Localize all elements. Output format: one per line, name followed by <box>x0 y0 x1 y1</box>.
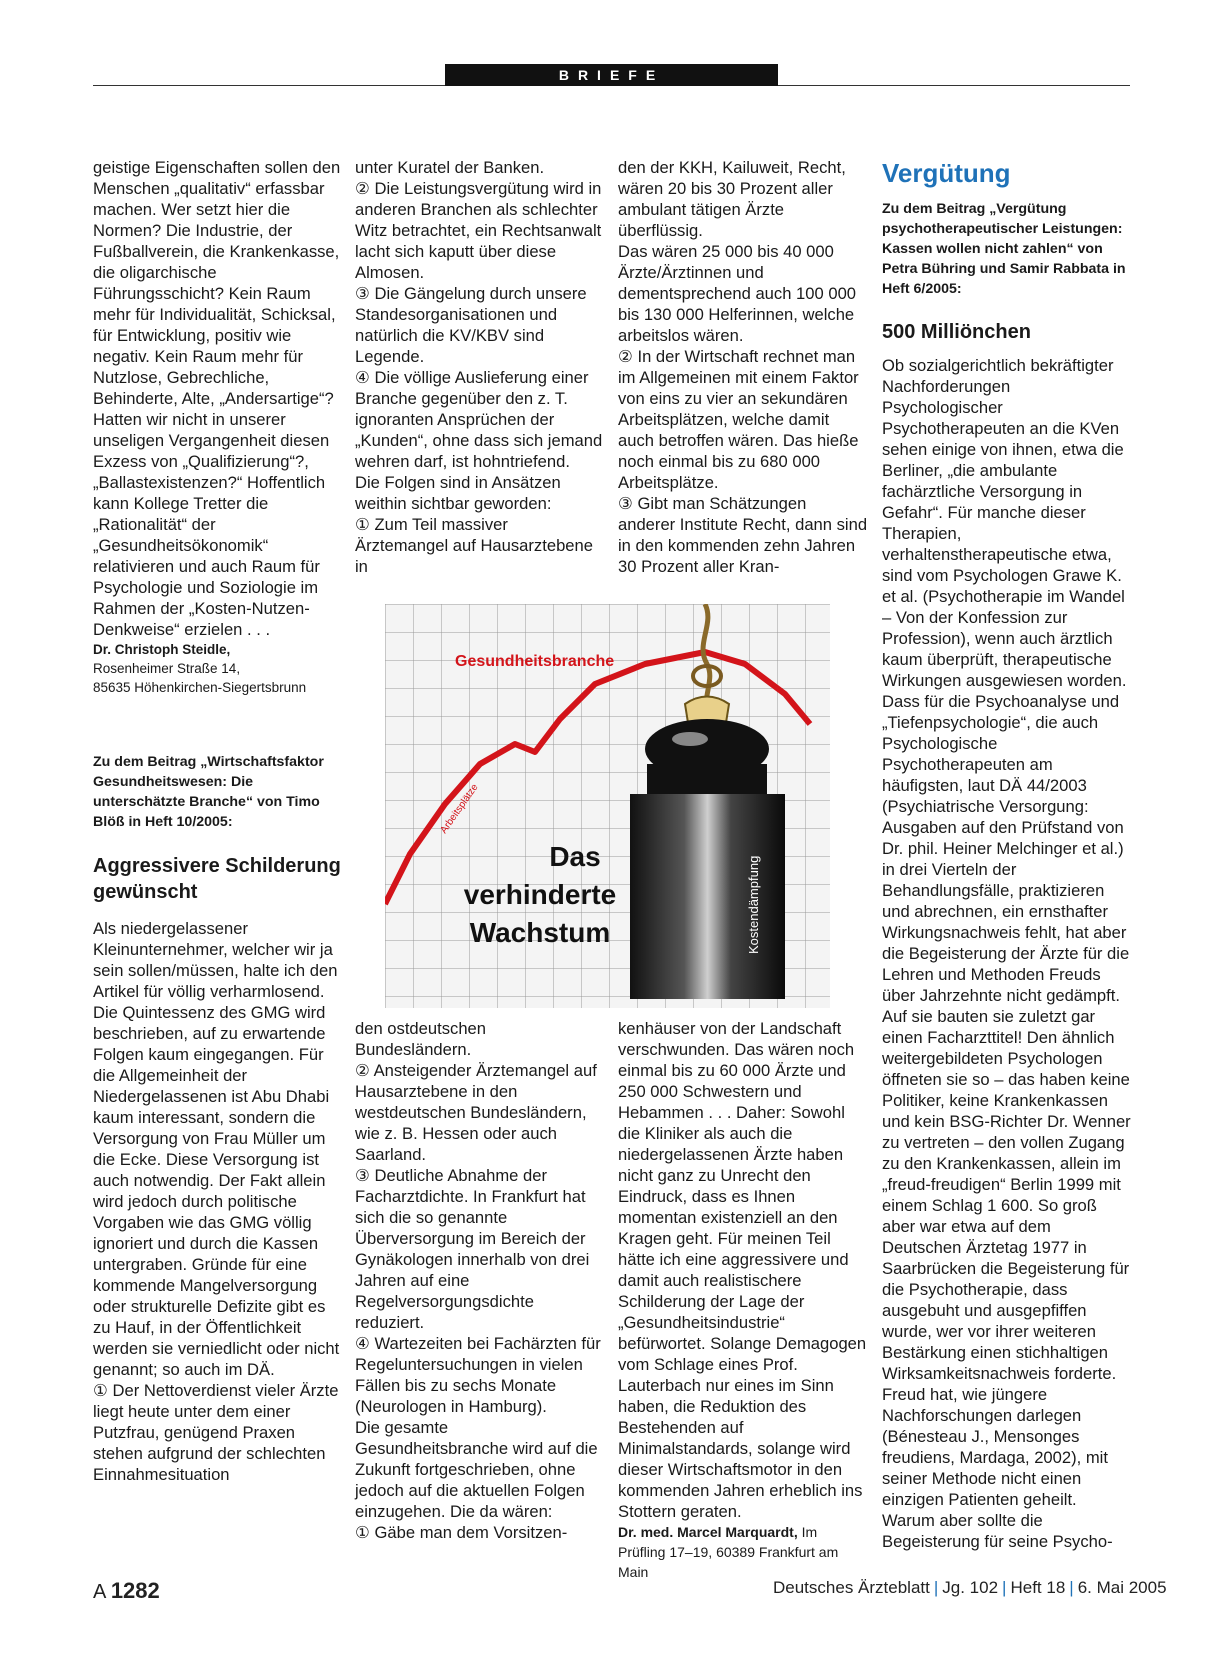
weight-highlight <box>672 732 708 746</box>
paragraph: ④ Die völlige Auslieferung einer Branche gegenüber den z. T. ignoranten Ansprüchen der „Kunden“, ohne dass sich jemand wehren darf, ist hohntriefend. <box>355 368 603 471</box>
paragraph: ① Zum Teil massiver Ärztemangel auf Hausarztebene in <box>355 515 593 576</box>
column-1-top <box>93 157 345 697</box>
letter-text: geistige Eigenschaften sollen den Menschen „qualitativ“ erfassbar machen. Wer setzt hier die Normen? Die Industrie, der Fußballverein, die Krankenkasse, die oligarchische Führungsschicht? Kein Raum mehr für Individualität, Schicksal, für Entwicklung, positiv wie negativ. Kein Raum mehr für Nutzlose, Gebrechliche, Behinderte, Alte, „Andersartige“? Hatten wir nicht in unserer unseligen Vergangenheit diesen Exzess von „Qualifizierung“?, „Ballastexistenzen?“ Hoffentlich kann Kollege Tretter die „Rationalität“ der „Gesundheitsökonomik“ relativieren und auch Raum für Psychologie und Soziologie im Rahmen der „Kosten-Nutzen-Denkweise“ erzielen . . . <box>93 158 341 639</box>
column-2-top <box>355 157 605 577</box>
paragraph: Das wären 25 000 bis 40 000 Ärzte/Ärztinnen und dementsprechend auch 100 000 bis 130 000 Helferinnen, welche arbeitslos wären. <box>618 242 857 345</box>
column-3-bottom <box>618 1018 868 1582</box>
paragraph: ③ Gibt man Schätzungen anderer Institute Recht, dann sind in den kommenden zehn Jahren 30 Prozent aller Kran- <box>618 494 868 576</box>
caption-line: verhinderte <box>463 879 617 910</box>
signature-address: 85635 Höhenkirchen-Siegertsbrunn <box>93 680 307 695</box>
letter-headline: 500 Milliönchen <box>882 321 1031 343</box>
signature-name: Dr. Christoph Steidle, <box>93 642 231 657</box>
section-title: Vergütung <box>882 158 1011 188</box>
weight-cap <box>647 764 767 794</box>
column-3-top <box>618 157 868 577</box>
label-arrow: Arbeitsplätze <box>438 782 481 836</box>
column-1-bottom <box>93 752 345 1485</box>
journal-name: Deutsches Ärzteblatt <box>773 1578 930 1597</box>
paragraph: Die Folgen sind in Ansätzen weithin sichtbar geworden: <box>355 473 561 513</box>
letter-point: ① Der Nettoverdienst vieler Ärzte liegt heute unter dem einer Putzfrau, genügend Praxen stehen aufgrund der schlechten Einnahmesituation <box>93 1381 339 1484</box>
page-number-value: 1282 <box>110 1578 160 1603</box>
page-number <box>93 1578 160 1604</box>
label-weight: Kostendämpfung <box>746 855 761 954</box>
letter-body: Ob sozialgerichtlich bekräftigter Nachforderungen Psychologischer Psychotherapeuten an die KVen sehen einige von ihnen, etwa die Berliner, „die ambulante fachärztliche Versorgung in Gefahr“. Für manche dieser Therapien, verhaltenstherapeutische etwa, sind vom Psychologen Grawe K. et al. (Psychotherapie im Wandel – Von der Konfession zur Profession), wenn auch ärztlich kaum überprüft, therapeutische Wirkungen ausgewiesen worden. Dass für die Psychoanalyse und „Tiefenpsychologie“, die auch Psychologische Psychotherapeuten am häufigsten, laut DÄ 44/2003 (Psychiatrische Versorgung: Ausgaben auf den Prüfstand von Dr. phil. Heiner Melchinger et al.) in drei Vierteln der Behandlungsfälle, praktizieren und abrechnen, ein ernsthafter Wirkungsnachweis fehlt, hat aber die Begeisterung der Ärzte für die Lehren und Methoden Freuds über Jahrzehnte nicht gedämpft. Auf sie bauten sie zuletzt gar einen Facharzttitel! Den ähnlich weitergebildeten Psychologen öffneten sie so – das haben keine Politiker, keine Krankenkassen und kein BSG-Richter Dr. Wenner zu vertreten – den vollen Zugang zu den Krankenkassen, allein im „freud-freudigen“ Berlin 1999 mit einem Schlag 1 600. So groß aber war etwa auf dem Deutschen Ärztetag 1977 in Saarbrücken die Begeisterung für die Psychotherapie, dass ausgebuht und ausgepfiffen wurde, wer vor ihrer weiteren Bestärkung einen stichhaltigen Wirksamkeitsnachweis forderte. Freud hat, wie jüngere Nachforschungen darlegen (Bénesteau J., Mensonges freudiens, Mardaga, 2002), mit seiner Methode nicht einen einzigen Patienten geheilt. Warum aber sollte die Begeisterung für seine Psycho- <box>882 356 1131 1551</box>
paragraph: den der KKH, Kailuweit, Recht, wären 20 bis 30 Prozent aller ambulant tätigen Ärzte überflüssig. <box>618 158 846 240</box>
paragraph: ④ Wartezeiten bei Fachärzten für Regeluntersuchungen in vielen Fällen bis zu sechs Monate (Neurologen in Hamburg). <box>355 1334 601 1416</box>
paragraph: unter Kuratel der Banken. <box>355 158 545 177</box>
journal-date: 6. Mai 2005 <box>1077 1578 1167 1597</box>
paragraph: ③ Die Gängelung durch unsere Standesorganisationen und natürlich die KV/KBV sind Legende. <box>355 284 587 366</box>
column-2-bottom <box>355 1018 605 1543</box>
caption-line: Das <box>549 841 601 872</box>
column-4 <box>882 157 1132 1552</box>
label-top: Gesundheitsbranche <box>455 653 615 670</box>
paragraph: ① Gäbe man dem Vorsitzen- <box>355 1523 568 1542</box>
letter-body: Als niedergelassener Kleinunternehmer, welcher wir ja sein sollen/müssen, halte ich den Artikel für völlig verharmlosend. Die Quintessenz des GMG wird beschrieben, auf zu erwartende Folgen kaum eingegangen. Für die Allgemeinheit der Niedergelassenen ist Abu Dhabi kaum interessant, sondern die Versorgung von Frau Müller um die Ecke. Diese Versorgung ist auch notwendig. Der Fakt allein wird jedoch durch politische Vorgaben wie das GMG völlig ignoriert und durch die Kassen untergraben. Gründe für eine kommende Mangelversorgung oder strukturelle Defizite gibt es zu Hauf, in der Öffentlichkeit werden sie verniedlicht oder nicht genannt; so auch im DÄ. <box>93 919 340 1379</box>
caption-line: Wachstum <box>469 917 611 948</box>
page-prefix: A <box>93 1581 106 1603</box>
letter-headline: Aggressivere Schilderung gewünscht <box>93 855 341 903</box>
paragraph: den ostdeutschen Bundesländern. <box>355 1019 487 1059</box>
weight-body <box>630 794 785 999</box>
paragraph: ② Die Leistungsvergütung wird in anderen Branchen als schlechter Witz betrachtet, ein Rechtsanwalt lacht sich kaputt über diese Almosen. <box>355 179 602 282</box>
article-reference: Zu dem Beitrag „Wirtschaftsfaktor Gesundheitswesen: Die unterschätzte Branche“ von Timo Blöß in Heft 10/2005: <box>93 754 324 830</box>
growth-illustration <box>385 604 830 1008</box>
paragraph: ② Ansteigender Ärztemangel auf Hausarztebene in den westdeutschen Bundesländern, wie z. B. Hessen oder auch Saarland. <box>355 1061 597 1164</box>
paragraph: ② In der Wirtschaft rechnet man im Allgemeinen mit einem Faktor von eins zu vier an sekundären Arbeitsplätzen, welche damit auch betroffen wären. Das hieße noch einmal bis zu 680 000 Arbeitsplätze. <box>618 347 859 492</box>
journal-issue: Heft 18 <box>1010 1578 1066 1597</box>
journal-footer: Deutsches Ärzteblatt | Jg. 102 | Heft 18 | 6. Mai 2005 <box>773 1578 1167 1597</box>
paragraph: ③ Deutliche Abnahme der Facharztdichte. In Frankfurt hat sich die so genannte Überversorgung im Bereich der Gynäkologen innerhalb von drei Jahren auf eine Regelversorgungsdichte reduziert. <box>355 1166 590 1332</box>
signature-address: Rosenheimer Straße 14, <box>93 661 241 676</box>
signature-address: Im Prüfling 17–19, 60389 Frankfurt am Main <box>618 1524 839 1580</box>
signature-name: Dr. med. Marcel Marquardt, <box>618 1524 798 1540</box>
illustration <box>385 604 830 1008</box>
section-header: BRIEFE <box>445 64 778 86</box>
journal-volume: Jg. 102 <box>942 1578 999 1597</box>
article-reference: Zu dem Beitrag „Vergütung psychotherapeutischer Leistungen: Kassen wollen nicht zahlen“ von Petra Bühring und Samir Rabbata in Heft 6/2005: <box>882 201 1126 297</box>
paragraph: Die gesamte Gesundheitsbranche wird auf die Zukunft fortgeschrieben, ohne jedoch auf die aktuellen Folgen einzugehen. Die da wären: <box>355 1418 598 1521</box>
paragraph: kenhäuser von der Landschaft verschwunden. Das wären noch einmal bis zu 60 000 Ärzte und 250 000 Schwestern und Hebammen . . . Daher: Sowohl die Kliniker als auch die niedergelassenen Ärzte haben nicht ganz zu Unrecht den Eindruck, dass es Ihnen momentan existenziell an den Kragen geht. Für meinen Teil hätte ich eine aggressivere und damit auch realistischere Schilderung der Lage der „Gesundheitsindustrie“ befürwortet. Solange Demagogen vom Schlage eines Prof. Lauterbach nur eines im Sinn haben, die Reduktion des Bestehenden auf Minimalstandards, solange wird dieser Wirtschaftsmotor in den kommenden Jahren erheblich ins Stottern geraten. <box>618 1019 867 1521</box>
